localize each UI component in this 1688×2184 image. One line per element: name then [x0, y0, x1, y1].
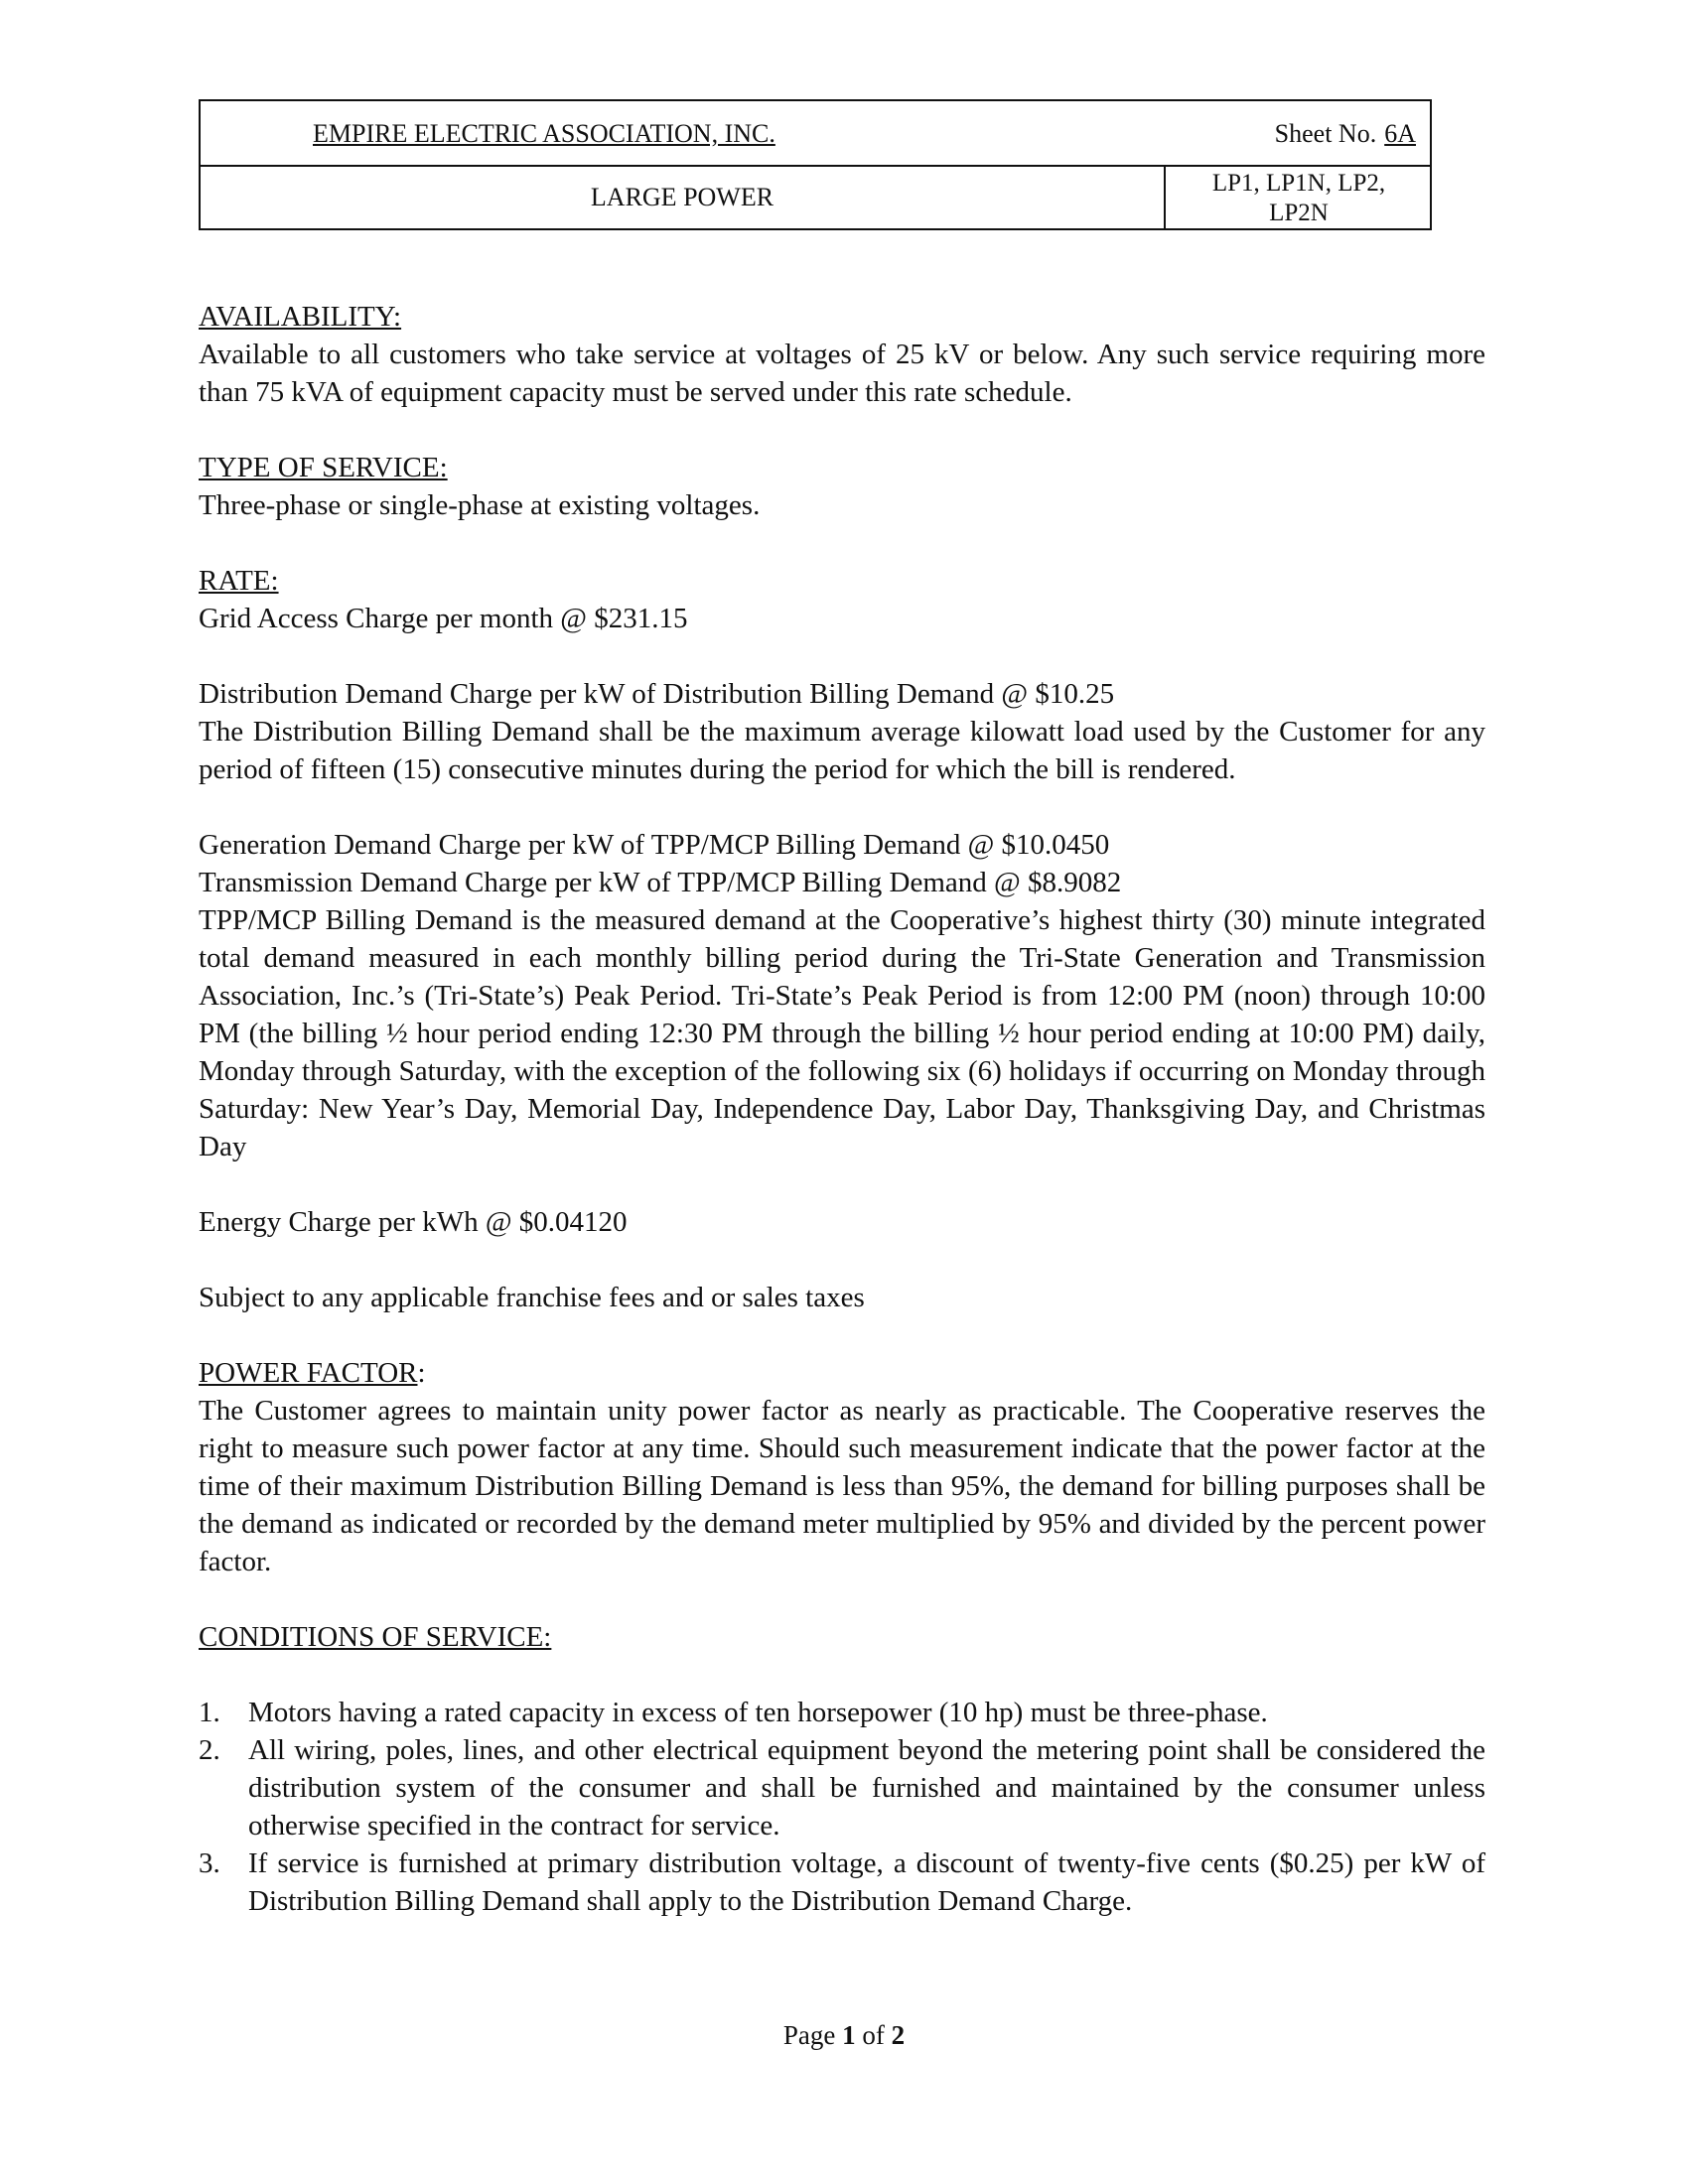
list-item-text: All wiring, poles, lines, and other electrical equipment beyond the metering point shall be considered the distribution system of the consumer and shall be furnished and maintained by the consumer unless otherwise specified in the contract for service. [248, 1734, 1485, 1842]
taxes-note: Subject to any applicable franchise fees and or sales taxes [199, 1282, 865, 1313]
sheet-number-value: 6A [1384, 119, 1416, 148]
schedule-codes-line2: LP2N [1269, 200, 1329, 226]
page-word: Page [782, 2020, 836, 2050]
power-factor-heading [199, 1354, 1485, 1392]
power-factor-heading-colon: : [417, 1357, 426, 1389]
list-item [199, 1844, 1485, 1920]
list-item [199, 1731, 1485, 1844]
page-number: 1 [842, 2020, 856, 2050]
list-item-number: 3. [199, 1847, 220, 1879]
conditions-heading: CONDITIONS OF SERVICE: [199, 1621, 552, 1653]
list-item-text: Motors having a rated capacity in excess of ten horsepower (10 hp) must be three-phase. [248, 1697, 1268, 1728]
list-item-number: 1. [199, 1697, 220, 1728]
type-of-service-text: Three-phase or single-phase at existing voltages. [199, 489, 761, 521]
company-name: EMPIRE ELECTRIC ASSOCIATION, INC. [313, 119, 775, 148]
transmission-demand-charge: Transmission Demand Charge per kW of TPP/MCP Billing Demand @ $8.9082 [199, 867, 1122, 898]
list-item-text: If service is furnished at primary distribution voltage, a discount of twenty-five cents ($0.25) per kW of Distribution Billing Demand shall apply to the Distribution Demand Charge. [248, 1847, 1485, 1917]
schedule-title: LARGE POWER [590, 183, 774, 211]
header-row-company [201, 101, 1430, 167]
list-item-number: 2. [199, 1734, 220, 1766]
list-item [199, 1694, 1485, 1731]
tariff-header-box [199, 99, 1432, 230]
conditions-list [199, 1694, 1485, 1920]
type-of-service-heading: TYPE OF SERVICE: [199, 452, 448, 483]
power-factor-text: The Customer agrees to maintain unity power factor as nearly as practicable. The Cooperative reserves the right to measure such power factor at any time. Should such measurement indicate that the power factor at the time of their maximum Distribution Billing Demand is less than 95%, the demand for billing purposes shall be the demand as indicated or recorded by the demand meter multiplied by 95% and divided by the percent power factor. [199, 1395, 1485, 1577]
grid-access-charge: Grid Access Charge per month @ $231.15 [199, 603, 688, 634]
availability-text: Available to all customers who take service at voltages of 25 kV or below. Any such service requiring more than 75 kVA of equipment capacity must be served under this rate schedule. [199, 339, 1485, 408]
distribution-billing-demand-text: The Distribution Billing Demand shall be the maximum average kilowatt load used by the Customer for any period of fifteen (15) consecutive minutes during the period for which the bill is rendered. [199, 716, 1485, 785]
rate-heading: RATE: [199, 565, 279, 597]
page-total: 2 [891, 2020, 906, 2050]
document-body [199, 298, 1485, 1920]
sheet-label: Sheet No. [1274, 119, 1377, 148]
schedule-codes-line1: LP1, LP1N, LP2, [1211, 170, 1386, 197]
distribution-demand-charge: Distribution Demand Charge per kW of Distribution Billing Demand @ $10.25 [199, 678, 1115, 710]
tpp-billing-demand-text: TPP/MCP Billing Demand is the measured demand at the Cooperative’s highest thirty (30) minute integrated total demand measured in each monthly billing period during the Tri-State Generation and Transmission Association, Inc.’s (Tri-State’s) Peak Period. Tri-State’s Peak Period is from 12:00 PM (noon) through 10:00 PM (the billing ½ hour period ending 12:30 PM through the billing ½ hour period ending at 10:00 PM) daily, Monday through Saturday, with the exception of the following six (6) holidays if occurring on Monday through Saturday: New Year’s Day, Memorial Day, Independence Day, Labor Day, Thanksgiving Day, and Christmas Day [199, 904, 1485, 1162]
schedule-codes [1166, 169, 1432, 228]
of-word: of [862, 2020, 885, 2050]
energy-charge: Energy Charge per kWh @ $0.04120 [199, 1206, 628, 1238]
power-factor-heading-label: POWER FACTOR [199, 1357, 418, 1389]
page-footer [0, 2020, 1688, 2051]
generation-demand-charge: Generation Demand Charge per kW of TPP/MCP Billing Demand @ $10.0450 [199, 829, 1110, 861]
sheet-number [1275, 119, 1416, 149]
header-row-title [201, 167, 1430, 230]
availability-heading: AVAILABILITY: [199, 301, 402, 333]
